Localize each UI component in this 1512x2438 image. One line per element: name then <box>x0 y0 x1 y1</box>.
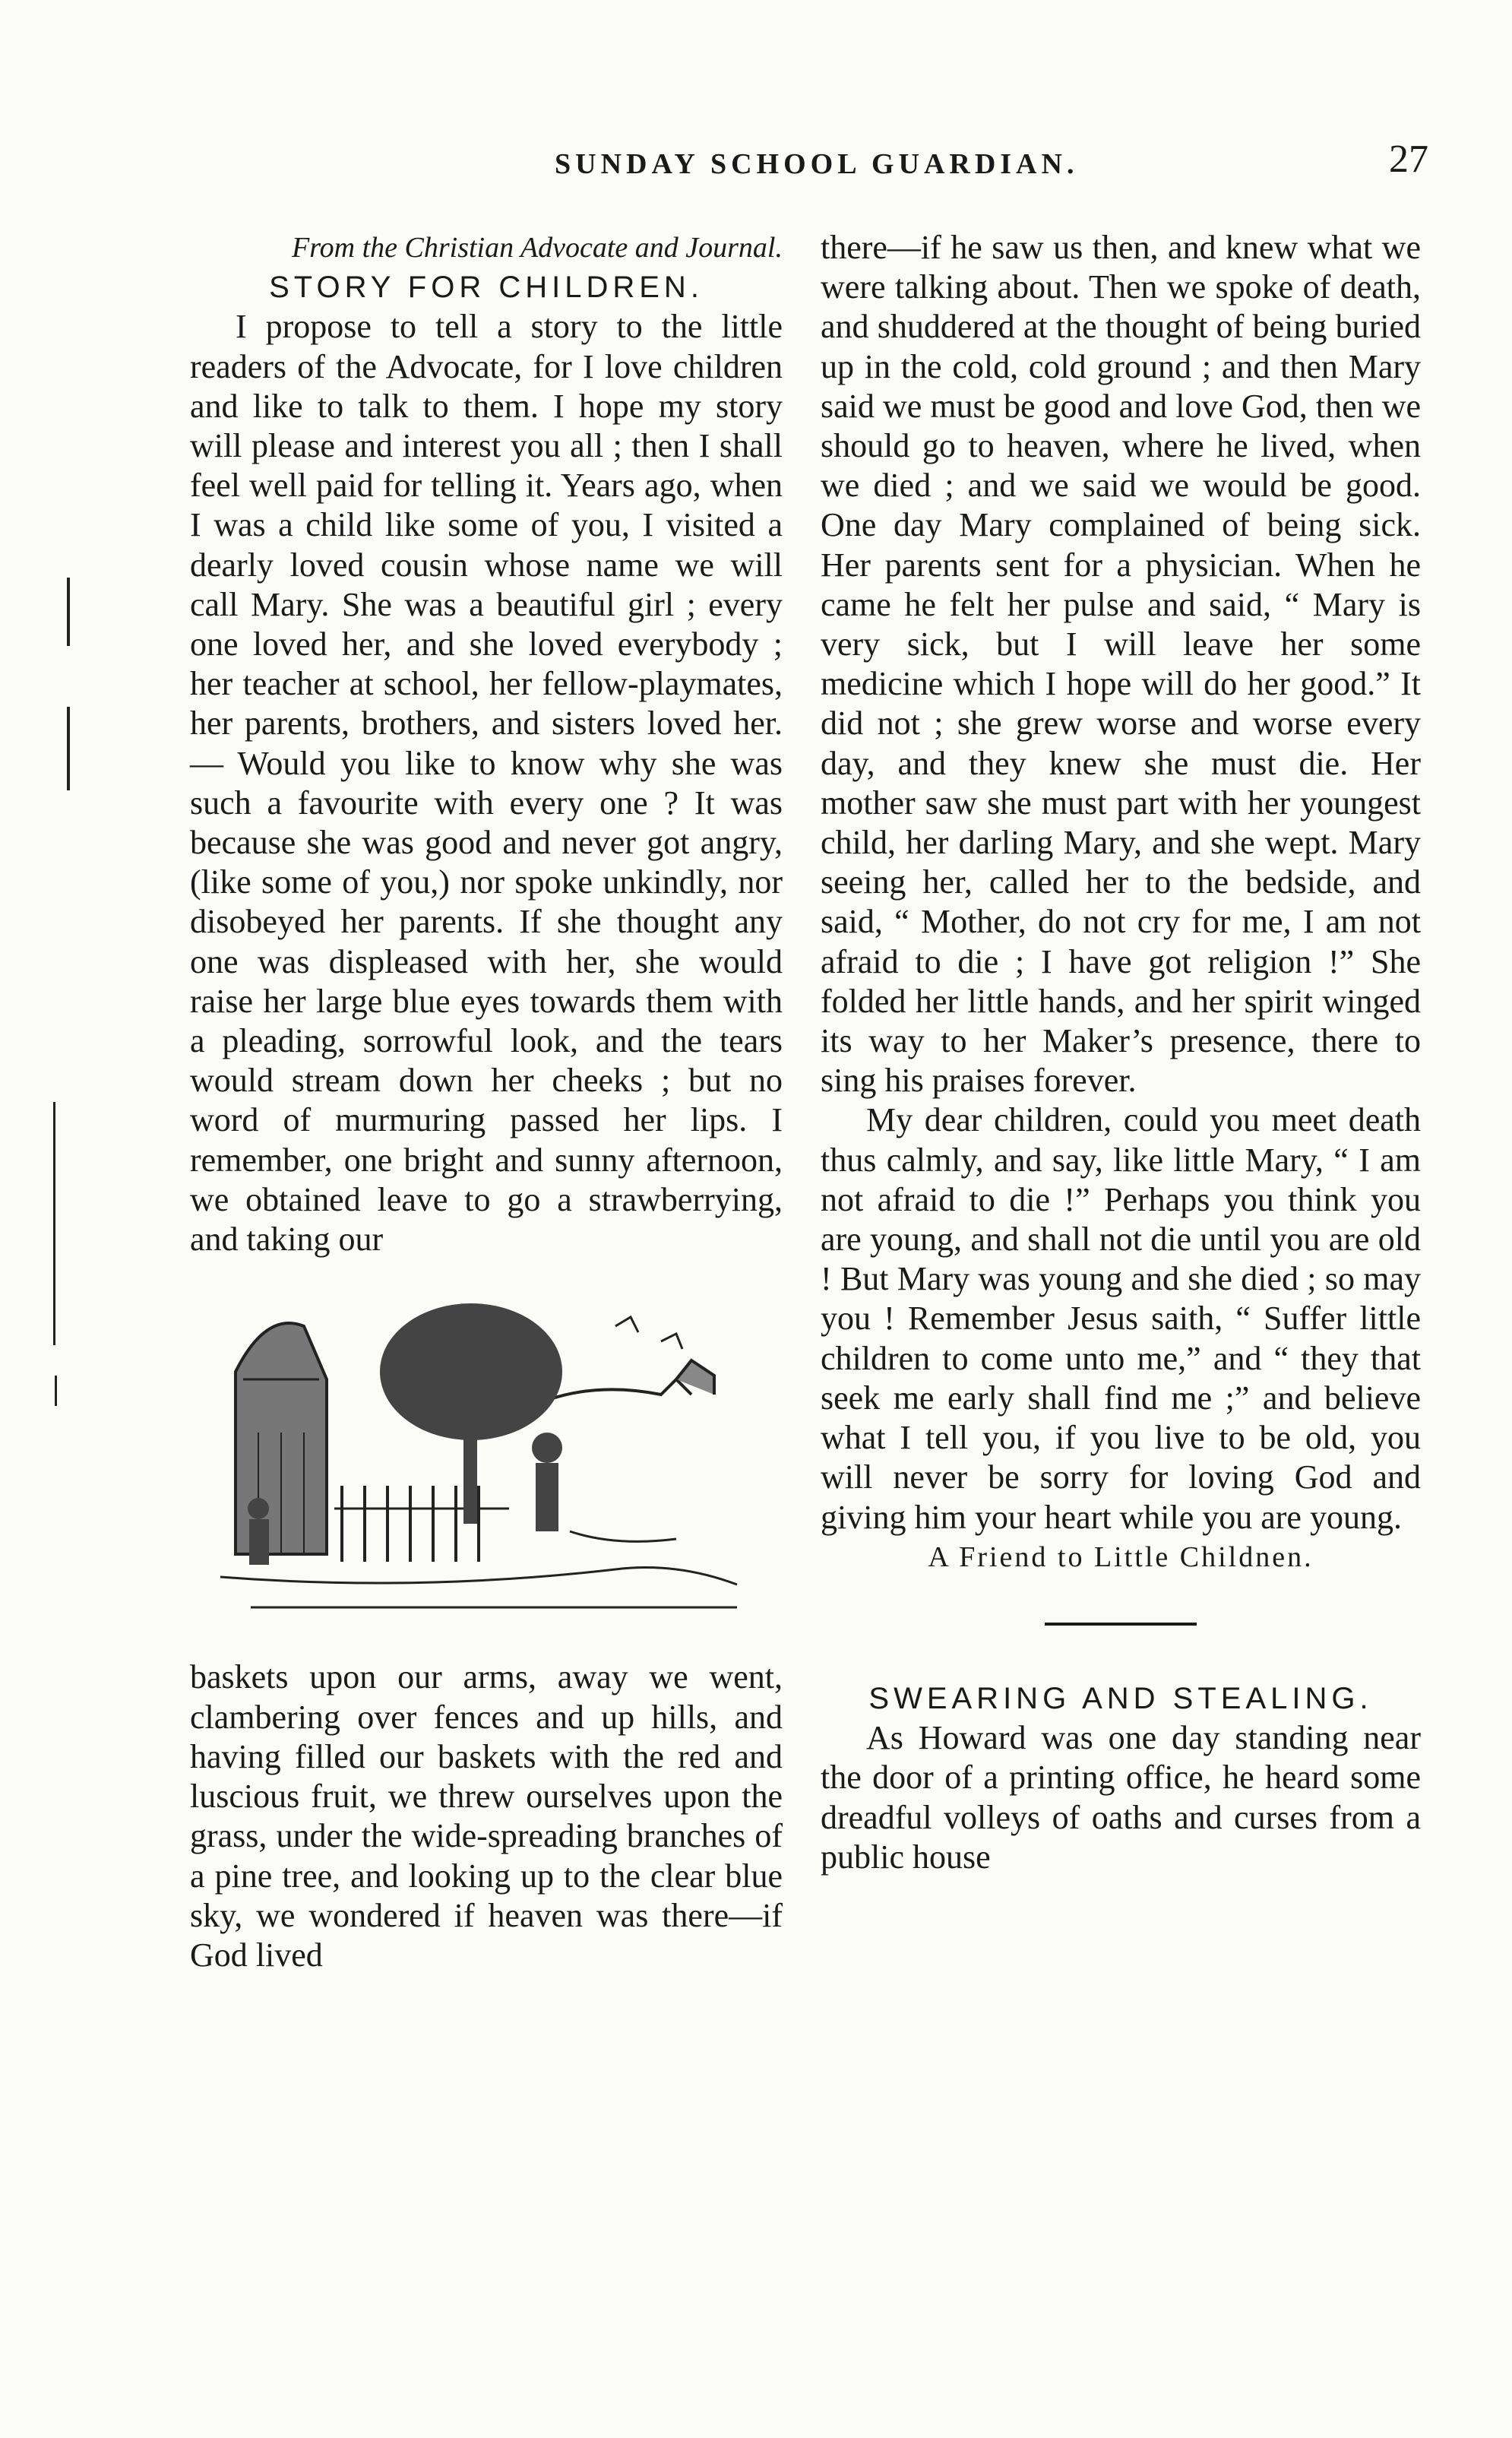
story-title: STORY FOR CHILDREN. <box>269 271 704 305</box>
left-column <box>190 228 783 1975</box>
right-column <box>821 228 1421 1877</box>
margin-mark-2 <box>67 707 70 790</box>
margin-mark-3 <box>53 1102 55 1345</box>
margin-mark-1 <box>67 578 70 646</box>
running-title: SUNDAY SCHOOL GUARDIAN. <box>555 148 1079 180</box>
woodcut-illustration <box>190 1281 783 1630</box>
section-title: SWEARING AND STEALING. <box>868 1681 1373 1715</box>
story-paragraph-3: there—if he saw us then, and knew what we were talking about. Then we spoke of death, and shuddered at the thought of being buried up in the cold, cold ground ; and then Mary said we must be good and love God, then we should go to heaven, where he lived, when we died ; and we said we would be good. One day Mary complained of being sick. Her parents sent for a physician. When he came he felt her pulse and said, “ Mary is very sick, but I will leave her some medicine which I hope will do her good.” It did not ; she grew worse and worse every day, and they knew she must die. Her mother saw she must part with her youngest child, her darling Mary, and she wept. Mary seeing her, called her to the bedside, and said, “ Mother, do not cry for me, I am not afraid to die ; I have got religion !” She folded her little hands, and her spirit winged its way to her Maker’s presence, there to sing his praises forever. <box>821 229 1421 1100</box>
section-separator <box>1045 1623 1197 1626</box>
story-paragraph-2: baskets upon our arms, away we went, clambering over fences and up hills, and having filled our baskets with the red and luscious fruit, we threw ourselves upon the grass, under the wide-spreading branches of a pine tree, and looking up to the clear blue sky, we wondered if heaven was there—if God lived <box>190 1658 783 1974</box>
story-paragraph-1: I propose to tell a story to the little readers of the Advocate, for I love children and like to talk to them. I hope my story will please and interest you all ; then I shall feel well paid for telling it. Years ago, when I was a child like some of you, I visited a dearly loved cousin whose name we will call Mary. She was a beautiful girl ; every one loved her, and she loved everybody ; her teacher at school, her fellow-playmates, her parents, brothers, and sisters loved her.— Would you like to know why she was such a favourite with every one ? It was because she was good and never got angry, (like some of you,) nor spoke unkindly, nor disobeyed her parents. If she thought any one was displeased with her, she would raise her large blue eyes towards them with a pleading, sorrowful look, and the tears would stream down her cheeks ; but no word of murmuring passed her lips. I remember, one bright and sunny afternoon, we obtained leave to go a strawberrying, and taking our <box>190 308 783 1259</box>
margin-mark-4 <box>55 1376 57 1406</box>
story-paragraph-4: My dear children, could you meet death thus calmly, and say, like little Mary, “ I am not afraid to die !” Perhaps you think you are young, and shall not die until you are old ! But Mary was young and she died ; so may you ! Remember Jesus saith, “ Suffer little children to come unto me,” and “ they that seek me early shall find me ;” and believe what I tell you, if you live to be old, you will never be sorry for loving God and giving him your heart while you are young. <box>821 1101 1421 1536</box>
page-number: 27 <box>1389 138 1428 181</box>
page-header <box>198 137 1428 190</box>
story-signature: A Friend to Little Childnen. <box>928 1540 1314 1573</box>
section-paragraph-1: As Howard was one day standing near the door of a printing office, he heard some dreadful volleys of oaths and curses from a public house <box>821 1719 1421 1876</box>
source-line: From the Christian Advocate and Journal. <box>292 232 783 264</box>
